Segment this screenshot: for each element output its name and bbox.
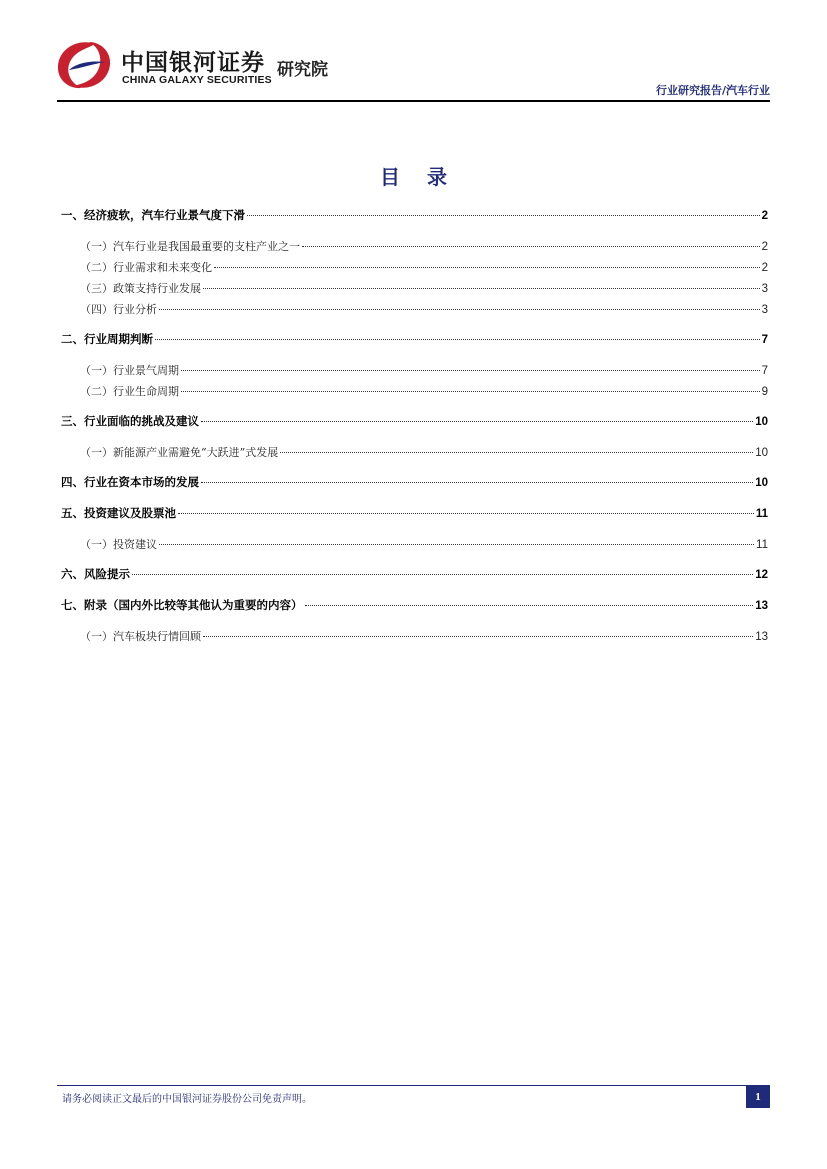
toc-leader-dots xyxy=(203,288,760,289)
toc-page-number: 2 xyxy=(761,241,768,253)
logo-chinese-name: 中国银河证券 xyxy=(121,50,265,76)
toc-subsection-entry[interactable] xyxy=(61,362,768,383)
page-number: 1 xyxy=(746,1086,770,1108)
toc-subsection-entry[interactable] xyxy=(61,383,768,404)
toc-leader-dots xyxy=(280,452,753,453)
logo-english-name: CHINA GALAXY SECURITIES xyxy=(122,74,272,86)
toc-page-number: 3 xyxy=(761,283,768,295)
toc-page-number: 3 xyxy=(761,304,768,316)
toc-leader-dots xyxy=(302,246,760,247)
toc-section-entry[interactable] xyxy=(61,566,768,588)
toc-subsection-entry[interactable] xyxy=(61,238,768,259)
toc-subsection-entry[interactable] xyxy=(61,444,768,465)
toc-entry-text: （三）政策支持行业发展 xyxy=(80,282,201,295)
toc-subsection-entry[interactable] xyxy=(61,628,768,649)
toc-page-number: 13 xyxy=(755,600,768,612)
toc-leader-dots xyxy=(201,421,753,422)
toc-subsection-entry[interactable] xyxy=(61,280,768,301)
galaxy-logo-icon xyxy=(55,40,113,90)
toc-leader-dots xyxy=(181,391,760,392)
toc-leader-dots xyxy=(214,267,760,268)
toc-page-number: 9 xyxy=(761,386,768,398)
toc-page-number: 13 xyxy=(755,631,768,643)
toc-subsection-entry[interactable] xyxy=(61,301,768,322)
toc-section-entry[interactable] xyxy=(61,331,768,353)
toc-leader-dots xyxy=(132,574,753,575)
toc-leader-dots xyxy=(155,339,760,340)
page-header xyxy=(55,38,770,102)
toc-leader-dots xyxy=(201,482,753,483)
toc-leader-dots xyxy=(159,309,760,310)
toc-entry-text: （二）行业生命周期 xyxy=(80,385,179,398)
toc-entry-text: （二）行业需求和未来变化 xyxy=(80,261,212,274)
footer-divider xyxy=(57,1085,770,1086)
toc-page-number: 10 xyxy=(755,447,768,459)
toc-entry-text: 五、投资建议及股票池 xyxy=(61,506,176,520)
toc-section-entry[interactable] xyxy=(61,413,768,435)
report-type-label: 行业研究报告/汽车行业 xyxy=(655,84,770,97)
footer-disclaimer: 请务必阅读正文最后的中国银河证券股份公司免责声明。 xyxy=(62,1094,312,1105)
toc-entry-text: （四）行业分析 xyxy=(80,303,157,316)
toc-entry-text: （一）投资建议 xyxy=(80,538,157,551)
toc-leader-dots xyxy=(181,370,760,371)
toc-entry-text: 四、行业在资本市场的发展 xyxy=(61,475,199,489)
toc-section-entry[interactable] xyxy=(61,474,768,496)
toc-page-number: 10 xyxy=(755,477,768,489)
toc-subsection-entry[interactable] xyxy=(61,536,768,557)
toc-page-number: 11 xyxy=(756,539,768,551)
toc-entry-text: 七、附录（国内外比较等其他认为重要的内容） xyxy=(61,598,303,612)
toc-entry-text: （一）汽车行业是我国最重要的支柱产业之一 xyxy=(80,240,300,253)
toc-entry-text: （一）汽车板块行情回顾 xyxy=(80,630,201,643)
toc-leader-dots xyxy=(159,544,754,545)
toc-leader-dots xyxy=(247,215,760,216)
toc-page-number: 11 xyxy=(755,508,768,520)
institute-label: 研究院 xyxy=(277,60,328,80)
toc-leader-dots xyxy=(203,636,753,637)
toc-section-entry[interactable] xyxy=(61,207,768,229)
toc-page-number: 2 xyxy=(761,210,768,222)
toc-entry-text: （一）行业景气周期 xyxy=(80,364,179,377)
toc-page-number: 12 xyxy=(755,569,768,581)
toc-leader-dots xyxy=(305,605,754,606)
table-of-contents xyxy=(61,207,768,649)
toc-section-entry[interactable] xyxy=(61,597,768,619)
toc-page-number: 7 xyxy=(761,365,768,377)
toc-page-number: 2 xyxy=(761,262,768,274)
toc-entry-text: 一、经济疲软，汽车行业景气度下滑 xyxy=(61,208,245,222)
toc-page-number: 10 xyxy=(755,416,768,428)
toc-page-number: 7 xyxy=(761,334,768,346)
toc-subsection-entry[interactable] xyxy=(61,259,768,280)
toc-title: 目 录 xyxy=(380,165,457,189)
toc-entry-text: 三、行业面临的挑战及建议 xyxy=(61,414,199,428)
toc-entry-text: 六、风险提示 xyxy=(61,567,130,581)
toc-section-entry[interactable] xyxy=(61,505,768,527)
toc-entry-text: （一）新能源产业需避免“大跃进”式发展 xyxy=(80,446,279,459)
header-divider xyxy=(57,100,770,102)
toc-entry-text: 二、行业周期判断 xyxy=(61,332,153,346)
toc-leader-dots xyxy=(178,513,754,514)
